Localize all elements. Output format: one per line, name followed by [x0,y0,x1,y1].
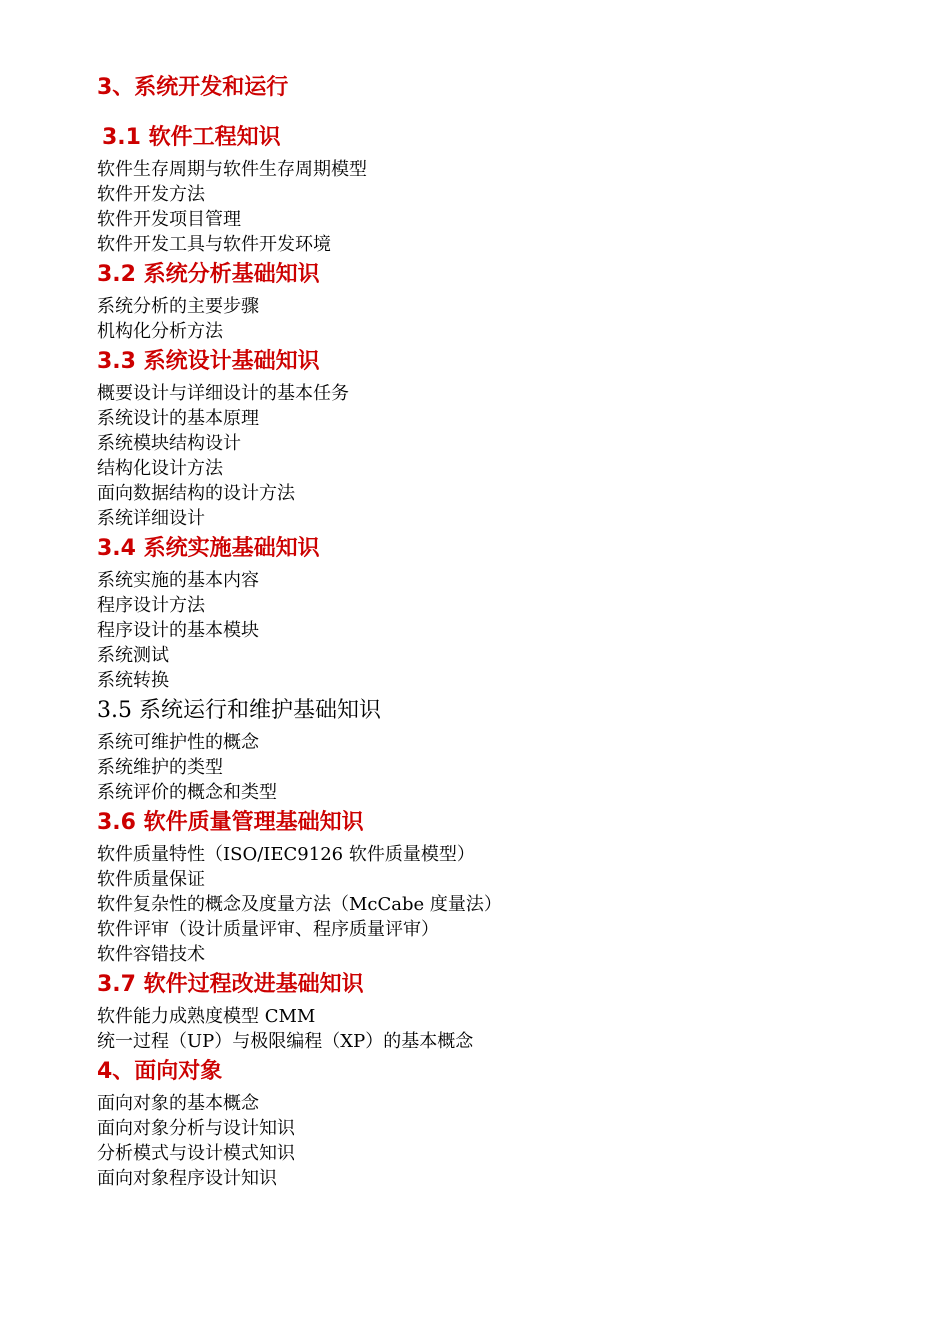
list-item: 面向对象分析与设计知识 [97,1118,295,1139]
section-3-3 [97,344,897,531]
list-item: 系统实施的基本内容 [97,570,259,591]
chapter-4 [97,1054,897,1191]
list-item: 软件开发项目管理 [97,209,241,230]
section-heading-3-1: 3.1 软件工程知识 [102,125,281,150]
chapter-4-list [97,1091,897,1191]
section-3-7 [97,967,897,1054]
list-item: 软件生存周期与软件生存周期模型 [97,159,367,180]
list-item: 系统分析的主要步骤 [97,296,259,317]
list-item: 系统设计的基本原理 [97,408,259,429]
list-item: 系统测试 [97,645,169,666]
list-item: 分析模式与设计模式知识 [97,1143,295,1164]
list-item: 程序设计方法 [97,595,205,616]
section-3-5 [97,693,897,805]
list-item: 概要设计与详细设计的基本任务 [97,383,349,404]
list-item: 机构化分析方法 [97,321,223,342]
section-heading-3-6: 3.6 软件质量管理基础知识 [97,810,364,835]
list-item: 面向数据结构的设计方法 [97,483,295,504]
list-item: 统一过程（UP）与极限编程（XP）的基本概念 [97,1031,474,1052]
section-3-6 [97,805,897,967]
section-3-2 [97,257,897,344]
list-item: 系统维护的类型 [97,757,223,778]
section-3-1 [97,120,897,257]
section-3-4 [97,531,897,693]
section-heading-3-4: 3.4 系统实施基础知识 [97,536,320,561]
list-item: 系统转换 [97,670,169,691]
section-heading-3-7: 3.7 软件过程改进基础知识 [97,972,364,997]
section-3-6-list [97,842,897,967]
section-heading-3-5: 3.5 系统运行和维护基础知识 [97,698,381,723]
section-3-2-list [97,294,897,344]
section-3-7-list [97,1004,897,1054]
list-item: 结构化设计方法 [97,458,223,479]
document-page [97,70,897,1191]
section-3-1-list [97,157,897,257]
list-item: 软件容错技术 [97,944,205,965]
list-item: 软件复杂性的概念及度量方法（McCabe 度量法） [97,894,502,915]
list-item: 软件开发工具与软件开发环境 [97,234,331,255]
list-item: 面向对象程序设计知识 [97,1168,277,1189]
list-item: 系统详细设计 [97,508,205,529]
list-item: 系统模块结构设计 [97,433,241,454]
section-3-3-list [97,381,897,531]
chapter-4-heading: 4、面向对象 [97,1059,223,1084]
list-item: 面向对象的基本概念 [97,1093,259,1114]
chapter-3-heading: 3、系统开发和运行 [97,75,289,100]
list-item: 软件能力成熟度模型 CMM [97,1006,316,1027]
list-item: 软件质量保证 [97,869,205,890]
list-item: 软件质量特性（ISO/IEC9126 软件质量模型） [97,844,475,865]
list-item: 系统可维护性的概念 [97,732,259,753]
list-item: 软件评审（设计质量评审、程序质量评审） [97,919,439,940]
section-heading-3-2: 3.2 系统分析基础知识 [97,262,320,287]
list-item: 系统评价的概念和类型 [97,782,277,803]
section-3-5-list [97,730,897,805]
section-3-4-list [97,568,897,693]
list-item: 软件开发方法 [97,184,205,205]
section-heading-3-3: 3.3 系统设计基础知识 [97,349,320,374]
list-item: 程序设计的基本模块 [97,620,259,641]
